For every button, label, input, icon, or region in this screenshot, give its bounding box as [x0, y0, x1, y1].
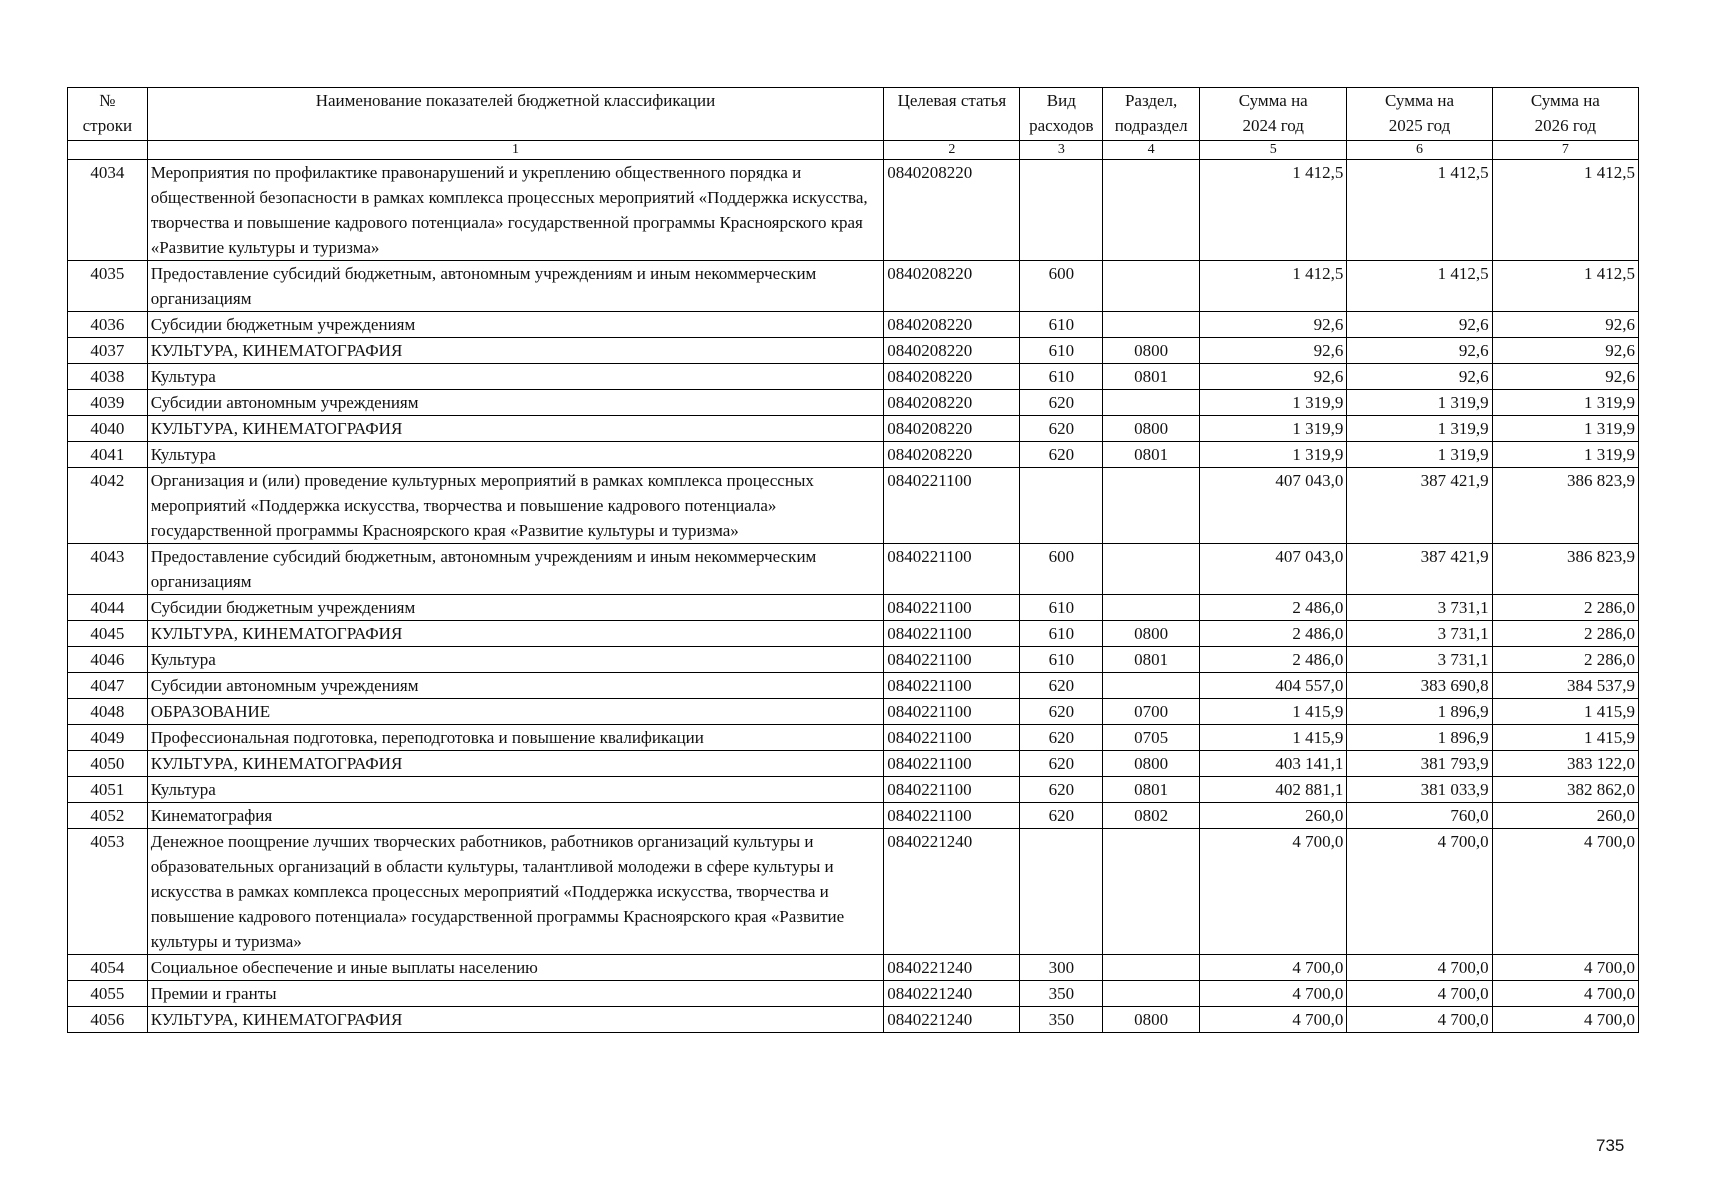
sum-2026: 2 286,0 — [1492, 647, 1638, 673]
row-number: 4037 — [68, 338, 148, 364]
target-article: 0840208220 — [884, 416, 1020, 442]
sum-2026: 384 537,9 — [1492, 673, 1638, 699]
indicator-name: Субсидии автономным учреждениям — [147, 390, 884, 416]
header-sum-2026: Сумма на 2026 год — [1492, 88, 1638, 141]
row-number: 4039 — [68, 390, 148, 416]
table-row — [68, 442, 1639, 468]
sum-2024: 1 319,9 — [1200, 416, 1347, 442]
sum-2024: 1 415,9 — [1200, 699, 1347, 725]
expense-type: 610 — [1020, 338, 1103, 364]
table-row — [68, 699, 1639, 725]
sum-2026: 4 700,0 — [1492, 829, 1638, 955]
target-article: 0840208220 — [884, 312, 1020, 338]
header-section: Раздел, подраздел — [1103, 88, 1200, 141]
header-sum-2024: Сумма на 2024 год — [1200, 88, 1347, 141]
section-code: 0801 — [1103, 442, 1200, 468]
sum-2025: 387 421,9 — [1347, 544, 1492, 595]
section-code — [1103, 160, 1200, 261]
section-code: 0800 — [1103, 751, 1200, 777]
sum-2024: 1 412,5 — [1200, 160, 1347, 261]
sum-2024: 4 700,0 — [1200, 829, 1347, 955]
indicator-name: Организация и (или) проведение культурных мероприятий в рамках комплекса процессных мероприятий «Поддержка искусства, творчества и повышение кадрового потенциала» государственной программы Красноярского края «Развитие культуры и туризма» — [147, 468, 884, 544]
expense-type: 620 — [1020, 725, 1103, 751]
row-number: 4046 — [68, 647, 148, 673]
target-article: 0840221100 — [884, 595, 1020, 621]
expense-type — [1020, 829, 1103, 955]
target-article: 0840221100 — [884, 647, 1020, 673]
target-article: 0840221100 — [884, 803, 1020, 829]
sum-2026: 4 700,0 — [1492, 955, 1638, 981]
row-number: 4034 — [68, 160, 148, 261]
table-row — [68, 673, 1639, 699]
sum-2025: 1 412,5 — [1347, 261, 1492, 312]
sum-2026: 386 823,9 — [1492, 468, 1638, 544]
section-code: 0801 — [1103, 777, 1200, 803]
row-number: 4038 — [68, 364, 148, 390]
sum-2026: 2 286,0 — [1492, 621, 1638, 647]
table-row — [68, 544, 1639, 595]
table-row — [68, 621, 1639, 647]
section-code: 0801 — [1103, 647, 1200, 673]
sum-2024: 92,6 — [1200, 312, 1347, 338]
expense-type: 620 — [1020, 751, 1103, 777]
row-number: 4050 — [68, 751, 148, 777]
table-row — [68, 751, 1639, 777]
header-target-article: Целевая статья — [884, 88, 1020, 141]
sum-2025: 1 319,9 — [1347, 442, 1492, 468]
sum-2026: 1 319,9 — [1492, 442, 1638, 468]
sum-2024: 1 415,9 — [1200, 725, 1347, 751]
sum-2026: 1 319,9 — [1492, 416, 1638, 442]
sum-2024: 2 486,0 — [1200, 647, 1347, 673]
expense-type — [1020, 468, 1103, 544]
indicator-name: КУЛЬТУРА, КИНЕМАТОГРАФИЯ — [147, 621, 884, 647]
page-number: 735 — [1596, 1136, 1625, 1155]
sum-2024: 92,6 — [1200, 338, 1347, 364]
expense-type: 610 — [1020, 647, 1103, 673]
sum-2025: 3 731,1 — [1347, 595, 1492, 621]
section-code — [1103, 261, 1200, 312]
section-code: 0800 — [1103, 1007, 1200, 1033]
row-number: 4053 — [68, 829, 148, 955]
sum-2026: 383 122,0 — [1492, 751, 1638, 777]
row-number: 4055 — [68, 981, 148, 1007]
target-article: 0840221100 — [884, 751, 1020, 777]
row-number: 4051 — [68, 777, 148, 803]
sum-2024: 4 700,0 — [1200, 955, 1347, 981]
column-index: 7 — [1492, 141, 1638, 160]
sum-2024: 1 319,9 — [1200, 442, 1347, 468]
header-expense-type: Вид расходов — [1020, 88, 1103, 141]
sum-2024: 407 043,0 — [1200, 544, 1347, 595]
sum-2024: 1 319,9 — [1200, 390, 1347, 416]
expense-type: 620 — [1020, 673, 1103, 699]
expense-type: 600 — [1020, 544, 1103, 595]
section-code — [1103, 673, 1200, 699]
sum-2025: 92,6 — [1347, 338, 1492, 364]
row-number: 4045 — [68, 621, 148, 647]
sum-2024: 403 141,1 — [1200, 751, 1347, 777]
section-code: 0800 — [1103, 416, 1200, 442]
expense-type: 620 — [1020, 416, 1103, 442]
sum-2024: 1 412,5 — [1200, 261, 1347, 312]
row-number: 4047 — [68, 673, 148, 699]
table-row — [68, 364, 1639, 390]
section-code — [1103, 981, 1200, 1007]
row-number: 4041 — [68, 442, 148, 468]
row-number: 4054 — [68, 955, 148, 981]
indicator-name: Субсидии бюджетным учреждениям — [147, 595, 884, 621]
sum-2025: 1 896,9 — [1347, 725, 1492, 751]
row-number: 4044 — [68, 595, 148, 621]
table-body — [68, 160, 1639, 1033]
table-row — [68, 981, 1639, 1007]
indicator-name: Предоставление субсидий бюджетным, автономным учреждениям и иным некоммерческим организациям — [147, 261, 884, 312]
sum-2026: 260,0 — [1492, 803, 1638, 829]
sum-2026: 382 862,0 — [1492, 777, 1638, 803]
column-index — [68, 141, 148, 160]
sum-2025: 383 690,8 — [1347, 673, 1492, 699]
expense-type: 620 — [1020, 699, 1103, 725]
section-code: 0801 — [1103, 364, 1200, 390]
column-index: 1 — [147, 141, 884, 160]
header-row-number: № строки — [68, 88, 148, 141]
indicator-name: Мероприятия по профилактике правонарушений и укреплению общественного порядка и общественной безопасности в рамках комплекса процессных мероприятий «Поддержка искусства, творчества и повышение кадрового потенциала» государственной программы Красноярского края «Развитие культуры и туризма» — [147, 160, 884, 261]
table-row — [68, 261, 1639, 312]
expense-type: 350 — [1020, 981, 1103, 1007]
table-row — [68, 803, 1639, 829]
sum-2026: 4 700,0 — [1492, 1007, 1638, 1033]
column-index: 4 — [1103, 141, 1200, 160]
row-number: 4040 — [68, 416, 148, 442]
target-article: 0840221240 — [884, 981, 1020, 1007]
section-code — [1103, 595, 1200, 621]
section-code — [1103, 312, 1200, 338]
expense-type: 300 — [1020, 955, 1103, 981]
table-row — [68, 595, 1639, 621]
indicator-name: КУЛЬТУРА, КИНЕМАТОГРАФИЯ — [147, 338, 884, 364]
budget-table — [67, 87, 1639, 1033]
indicator-name: КУЛЬТУРА, КИНЕМАТОГРАФИЯ — [147, 1007, 884, 1033]
expense-type: 620 — [1020, 803, 1103, 829]
sum-2024: 92,6 — [1200, 364, 1347, 390]
sum-2026: 4 700,0 — [1492, 981, 1638, 1007]
table-row — [68, 312, 1639, 338]
table-row — [68, 647, 1639, 673]
section-code: 0705 — [1103, 725, 1200, 751]
column-index: 3 — [1020, 141, 1103, 160]
indicator-name: Профессиональная подготовка, переподготовка и повышение квалификации — [147, 725, 884, 751]
sum-2025: 1 319,9 — [1347, 416, 1492, 442]
sum-2025: 4 700,0 — [1347, 981, 1492, 1007]
row-number: 4043 — [68, 544, 148, 595]
table-row — [68, 338, 1639, 364]
row-number: 4048 — [68, 699, 148, 725]
target-article: 0840221100 — [884, 725, 1020, 751]
table-row — [68, 955, 1639, 981]
sum-2026: 1 412,5 — [1492, 160, 1638, 261]
indicator-name: КУЛЬТУРА, КИНЕМАТОГРАФИЯ — [147, 416, 884, 442]
target-article: 0840221100 — [884, 468, 1020, 544]
indicator-name: Предоставление субсидий бюджетным, автономным учреждениям и иным некоммерческим организациям — [147, 544, 884, 595]
column-index-row — [68, 141, 1639, 160]
table-row — [68, 468, 1639, 544]
indicator-name: Социальное обеспечение и иные выплаты населению — [147, 955, 884, 981]
indicator-name: Субсидии бюджетным учреждениям — [147, 312, 884, 338]
section-code: 0800 — [1103, 338, 1200, 364]
table-row — [68, 777, 1639, 803]
expense-type: 620 — [1020, 777, 1103, 803]
sum-2026: 1 415,9 — [1492, 725, 1638, 751]
target-article: 0840208220 — [884, 364, 1020, 390]
table-row — [68, 390, 1639, 416]
sum-2026: 1 415,9 — [1492, 699, 1638, 725]
sum-2026: 92,6 — [1492, 338, 1638, 364]
section-code: 0800 — [1103, 621, 1200, 647]
indicator-name: Премии и гранты — [147, 981, 884, 1007]
expense-type: 600 — [1020, 261, 1103, 312]
sum-2024: 407 043,0 — [1200, 468, 1347, 544]
sum-2025: 4 700,0 — [1347, 1007, 1492, 1033]
row-number: 4052 — [68, 803, 148, 829]
sum-2025: 1 412,5 — [1347, 160, 1492, 261]
target-article: 0840221100 — [884, 777, 1020, 803]
expense-type: 610 — [1020, 621, 1103, 647]
expense-type: 350 — [1020, 1007, 1103, 1033]
indicator-name: КУЛЬТУРА, КИНЕМАТОГРАФИЯ — [147, 751, 884, 777]
indicator-name: Субсидии автономным учреждениям — [147, 673, 884, 699]
section-code — [1103, 390, 1200, 416]
target-article: 0840208220 — [884, 160, 1020, 261]
sum-2025: 387 421,9 — [1347, 468, 1492, 544]
indicator-name: Кинематография — [147, 803, 884, 829]
target-article: 0840221100 — [884, 673, 1020, 699]
expense-type: 620 — [1020, 390, 1103, 416]
column-index: 5 — [1200, 141, 1347, 160]
sum-2025: 4 700,0 — [1347, 829, 1492, 955]
table-row — [68, 160, 1639, 261]
sum-2025: 381 033,9 — [1347, 777, 1492, 803]
target-article: 0840221100 — [884, 699, 1020, 725]
target-article: 0840208220 — [884, 338, 1020, 364]
expense-type: 610 — [1020, 364, 1103, 390]
column-index: 2 — [884, 141, 1020, 160]
table-row — [68, 416, 1639, 442]
sum-2024: 404 557,0 — [1200, 673, 1347, 699]
target-article: 0840221100 — [884, 621, 1020, 647]
target-article: 0840221100 — [884, 544, 1020, 595]
table-row — [68, 725, 1639, 751]
sum-2026: 92,6 — [1492, 312, 1638, 338]
row-number: 4049 — [68, 725, 148, 751]
section-code — [1103, 829, 1200, 955]
header-sum-2025: Сумма на 2025 год — [1347, 88, 1492, 141]
section-code — [1103, 955, 1200, 981]
sum-2026: 386 823,9 — [1492, 544, 1638, 595]
sum-2025: 381 793,9 — [1347, 751, 1492, 777]
sum-2024: 260,0 — [1200, 803, 1347, 829]
header-indicator-name: Наименование показателей бюджетной классификации — [147, 88, 884, 141]
sum-2024: 2 486,0 — [1200, 595, 1347, 621]
expense-type: 620 — [1020, 442, 1103, 468]
indicator-name: ОБРАЗОВАНИЕ — [147, 699, 884, 725]
section-code — [1103, 468, 1200, 544]
row-number: 4042 — [68, 468, 148, 544]
column-index: 6 — [1347, 141, 1492, 160]
indicator-name: Культура — [147, 442, 884, 468]
sum-2024: 402 881,1 — [1200, 777, 1347, 803]
sum-2026: 2 286,0 — [1492, 595, 1638, 621]
sum-2024: 2 486,0 — [1200, 621, 1347, 647]
expense-type: 610 — [1020, 595, 1103, 621]
sum-2026: 92,6 — [1492, 364, 1638, 390]
sum-2025: 1 319,9 — [1347, 390, 1492, 416]
row-number: 4056 — [68, 1007, 148, 1033]
sum-2025: 3 731,1 — [1347, 621, 1492, 647]
expense-type: 610 — [1020, 312, 1103, 338]
row-number: 4035 — [68, 261, 148, 312]
sum-2025: 760,0 — [1347, 803, 1492, 829]
sum-2025: 4 700,0 — [1347, 955, 1492, 981]
indicator-name: Культура — [147, 364, 884, 390]
section-code: 0700 — [1103, 699, 1200, 725]
target-article: 0840208220 — [884, 390, 1020, 416]
table-row — [68, 829, 1639, 955]
target-article: 0840221240 — [884, 1007, 1020, 1033]
target-article: 0840208220 — [884, 442, 1020, 468]
sum-2024: 4 700,0 — [1200, 1007, 1347, 1033]
row-number: 4036 — [68, 312, 148, 338]
expense-type — [1020, 160, 1103, 261]
indicator-name: Культура — [147, 777, 884, 803]
sum-2025: 1 896,9 — [1347, 699, 1492, 725]
section-code — [1103, 544, 1200, 595]
target-article: 0840208220 — [884, 261, 1020, 312]
target-article: 0840221240 — [884, 955, 1020, 981]
target-article: 0840221240 — [884, 829, 1020, 955]
section-code: 0802 — [1103, 803, 1200, 829]
header-row — [68, 88, 1639, 141]
sum-2026: 1 319,9 — [1492, 390, 1638, 416]
sum-2025: 3 731,1 — [1347, 647, 1492, 673]
sum-2026: 1 412,5 — [1492, 261, 1638, 312]
sum-2025: 92,6 — [1347, 312, 1492, 338]
table-row — [68, 1007, 1639, 1033]
indicator-name: Культура — [147, 647, 884, 673]
sum-2025: 92,6 — [1347, 364, 1492, 390]
sum-2024: 4 700,0 — [1200, 981, 1347, 1007]
indicator-name: Денежное поощрение лучших творческих работников, работников организаций культуры и образовательных организаций в области культуры, талантливой молодежи в сфере культуры и искусства в рамках комплекса процессных мероприятий «Поддержка искусства, творчества и повышение кадрового потенциала» государственной программы Красноярского края «Развитие культуры и туризма» — [147, 829, 884, 955]
